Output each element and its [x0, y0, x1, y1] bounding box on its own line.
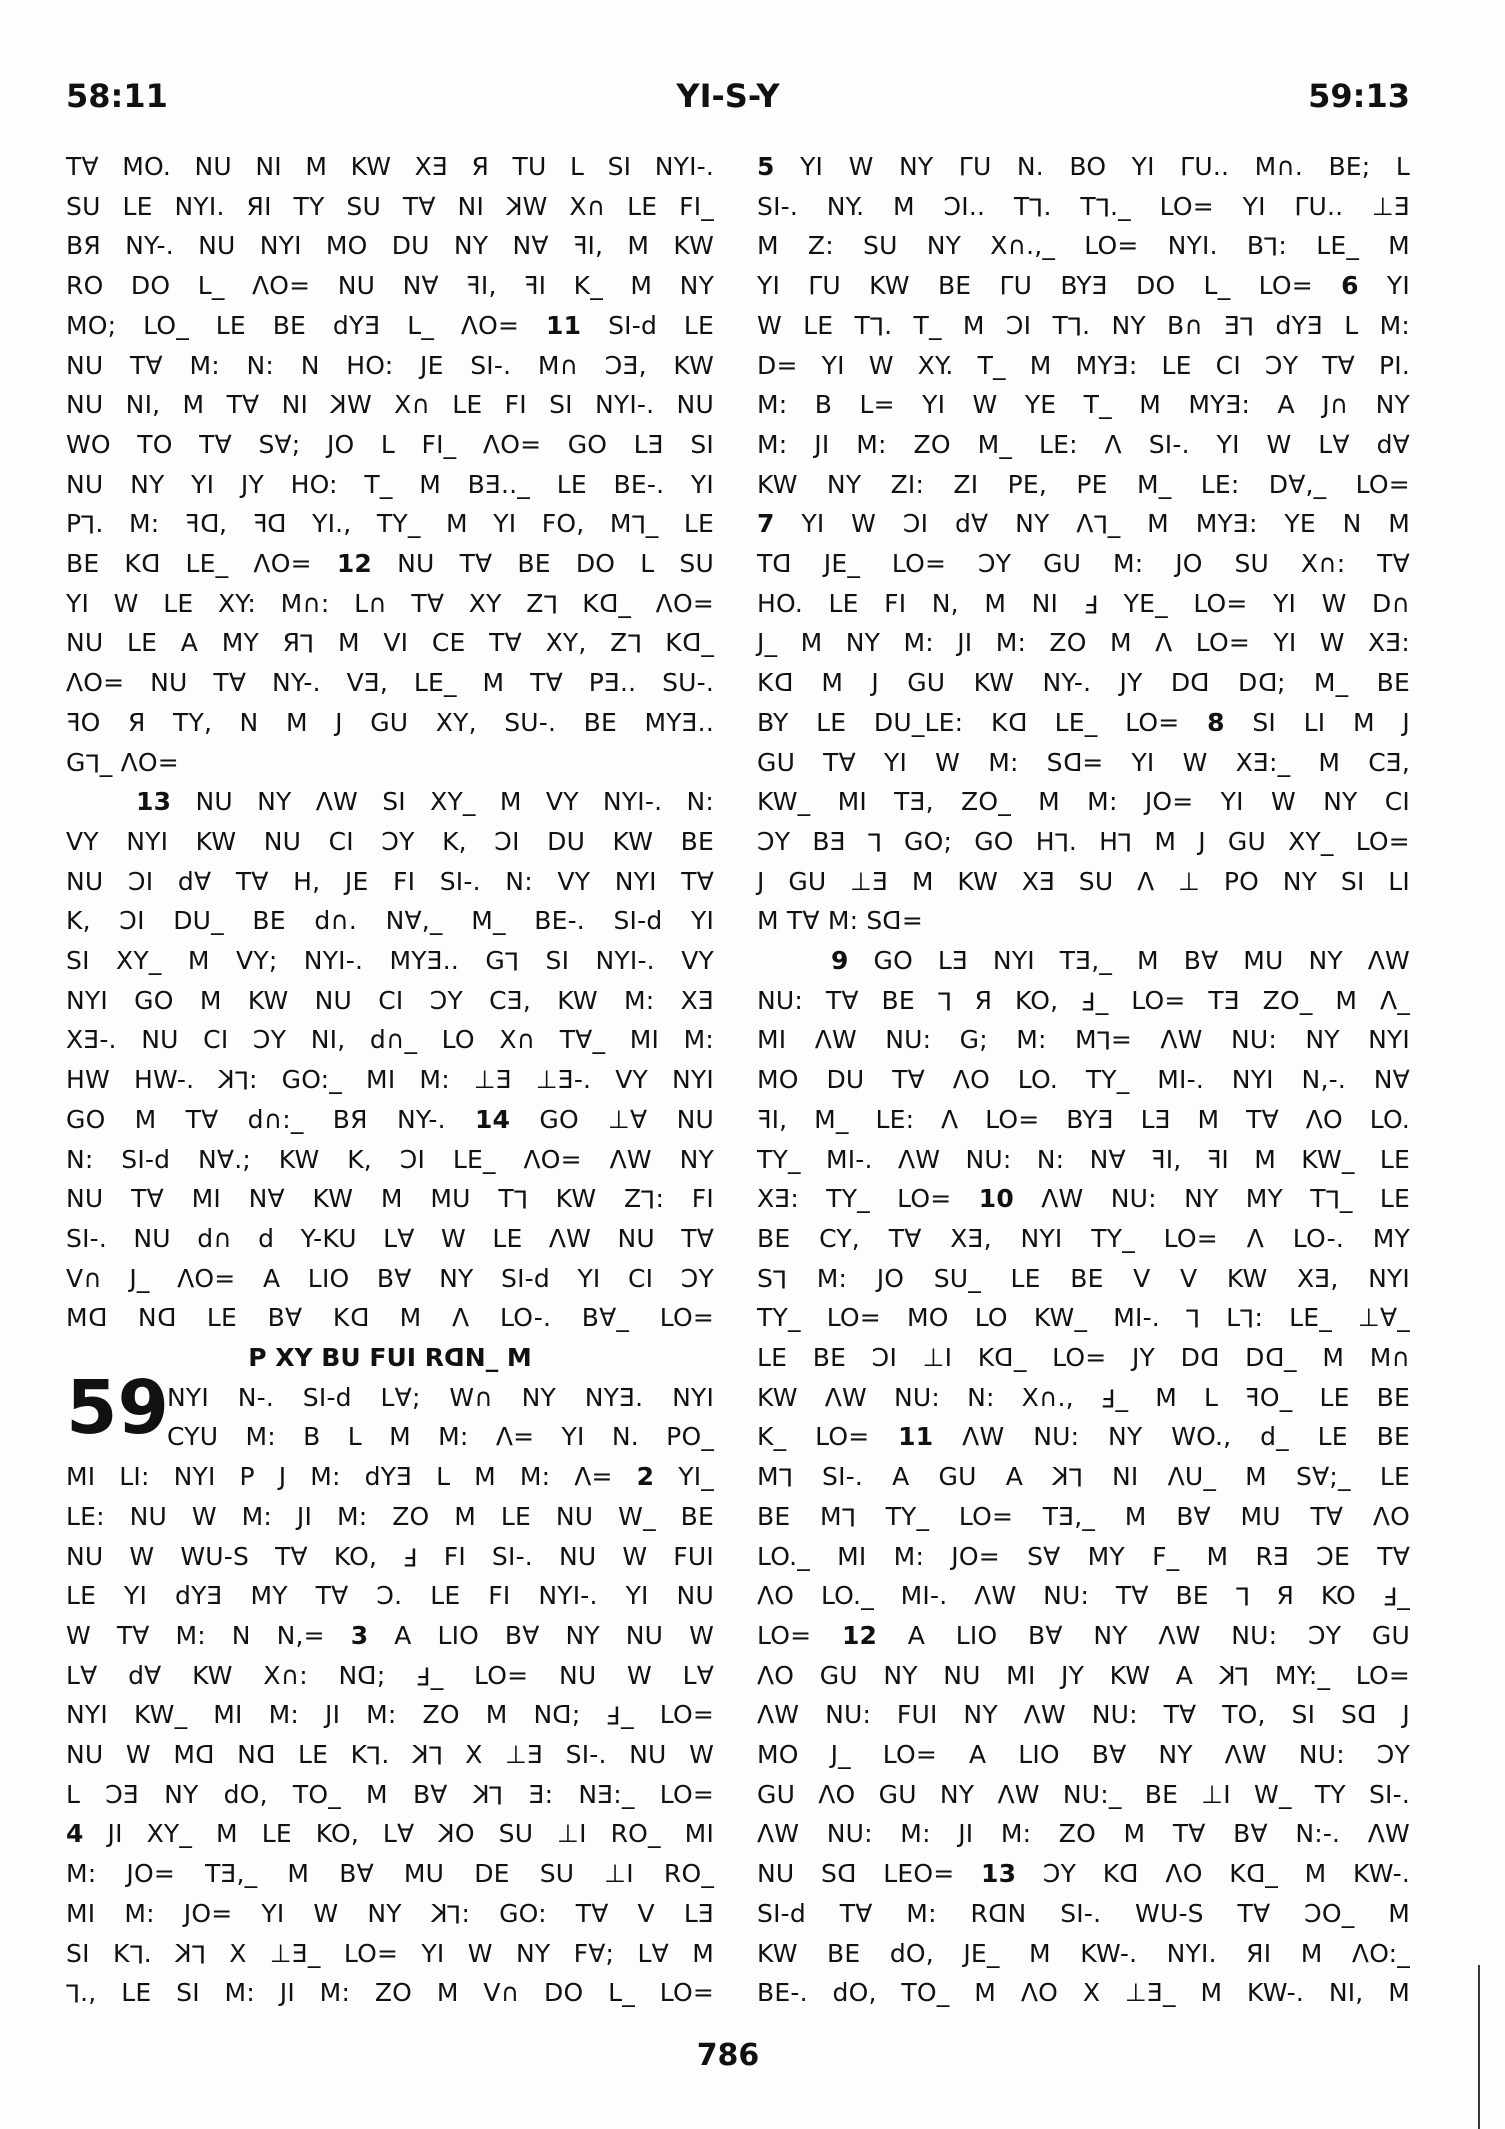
text-line	[66, 465, 714, 505]
text-line	[757, 782, 1410, 822]
text-line	[757, 1497, 1410, 1537]
text-line	[66, 941, 714, 981]
text-line	[66, 663, 714, 703]
line-text: ΛO LO._ MI-. ΛW NU: T∀ BE L Я KO F_	[757, 1581, 1410, 1611]
line-text: RO DO L_ ΛO= NU N∀ FI, FI K_ M NY	[66, 271, 715, 301]
text-line	[757, 1695, 1410, 1735]
line-text: L ƆƎ NY dO, TO_ M B∀ KL Ǝ: NƎ:_ LO=	[66, 1779, 714, 1810]
text-line	[757, 1338, 1410, 1378]
text-line	[757, 1973, 1410, 2013]
line-text: BY LE DU_LE: KD LE_ LO= 8 SI LI M J	[757, 707, 1410, 737]
line-text: W LE TL. T_ M ƆI TL. NY B∩ ƎL dYƎ L M:	[757, 310, 1411, 341]
line-text: ΛW NU: M: JI M: ZO M T∀ B∀ N:-. ΛW	[757, 1819, 1410, 1849]
line-text: WO TO T∀ S∀; JO L FI_ ΛO= GO LƎ SI	[66, 429, 714, 459]
text-line	[757, 1259, 1410, 1299]
text-line	[757, 981, 1410, 1021]
text-line	[136, 782, 714, 822]
line-text: SI KL. KL X ⊥Ǝ_ LO= YI W NY F∀; L∀ M	[66, 1938, 714, 1969]
text-line	[757, 306, 1410, 346]
text-line	[66, 822, 714, 862]
line-text: SL M: JO SU_ LE BE V V KW XƎ, NYI	[757, 1263, 1411, 1294]
line-text: L., LE SI M: JI M: ZO M V∩ DO L_ LO=	[66, 1978, 714, 2008]
text-line	[66, 1259, 714, 1299]
line-text: W T∀ M: N N,= 3 A LIO B∀ NY NU W	[66, 1620, 714, 1650]
line-text: V∩ J_ ΛO= A LIO B∀ NY SI-d YI CI ƆY	[66, 1263, 715, 1293]
text-line	[757, 822, 1410, 862]
text-line	[66, 425, 714, 465]
line-text: GO M T∀ d∩:_ BЯ NY-. 14 GO ⊥∀ NU	[66, 1104, 714, 1134]
line-text: M: JO= TƎ,_ M B∀ MU DE SU ⊥I RO_	[66, 1859, 715, 1889]
running-head-book-title: YI-S-Y	[676, 77, 780, 115]
text-line	[66, 1775, 714, 1815]
text-line	[757, 1179, 1410, 1219]
text-line	[66, 1020, 714, 1060]
text-line	[66, 1735, 714, 1775]
text-line	[757, 1140, 1410, 1180]
text-line	[757, 1298, 1410, 1338]
line-text: N: SI-d N∀.; KW K, ƆI LE_ ΛO= ΛW NY	[66, 1144, 714, 1174]
line-text: GU T∀ YI W M: SD= YI W XƎ:_ M CƎ,	[757, 747, 1411, 777]
text-line	[66, 306, 714, 346]
line-text: M: B L= YI W YE T_ M MYƎ: A J∩ NY	[757, 390, 1411, 420]
line-text: SI-d T∀ M: RDN SI-. WU-S T∀ ƆO_ M	[757, 1898, 1411, 1928]
text-line	[757, 1020, 1410, 1060]
line-text: J_ M NY M: JI M: ZO M Λ LO= YI W XƎ:	[757, 628, 1410, 658]
text-line	[66, 623, 714, 663]
text-line	[757, 1814, 1410, 1854]
line-text: LO._ MI M: JO= S∀ MY F_ M RƎ ƆE T∀	[757, 1541, 1411, 1571]
line-text: NU NY YI JY HO: T_ M BƎ.._ LE BE-. YI	[66, 469, 714, 499]
line-text: LO= 12 A LIO B∀ NY ΛW NU: ƆY GU	[757, 1620, 1410, 1650]
text-line	[757, 623, 1410, 663]
line-text: YI ΓU KW BE ΓU BYƎ DO L_ LO= 6 YI	[757, 271, 1410, 301]
line-text: KW BE dO, JE_ M KW-. NYI. ЯI M ΛO:_	[757, 1938, 1410, 1968]
running-head-chapter-end: 59:13	[1308, 77, 1410, 115]
line-text: NU T∀ MI N∀ KW M MU TL KW ZL: FI	[66, 1184, 714, 1214]
line-text: NU: T∀ BE L Я KO, F_ LO= TƎ ZO_ M Λ_	[757, 985, 1411, 1016]
line-text: M: JI M: ZO M_ LE: Λ SI-. YI W L∀ d∀	[757, 429, 1410, 459]
line-text: PL. M: FD, FD YI., TY_ M YI FO, ML_ LE	[66, 509, 715, 539]
text-line	[757, 862, 1410, 902]
line-text: GU ΛO GU NY ΛW NU:_ BE ⊥I W_ TY SI-.	[757, 1779, 1410, 1809]
text-line	[757, 385, 1410, 425]
line-text: NU ƆI d∀ T∀ H, JE FI SI-. N: VY NYI T∀	[66, 866, 715, 896]
line-text: NU SD LEO= 13 ƆY KD ΛO KD_ M KW-.	[757, 1859, 1411, 1889]
line-text: 13 NU NY ΛW SI XY_ M VY NYI-. N:	[136, 787, 715, 817]
line-text: 5 YI W NY ΓU N. BO YI ΓU.. M∩. BE; L	[757, 152, 1411, 181]
text-line	[757, 1576, 1410, 1616]
line-text: XƎ: TY_ LO= 10 ΛW NU: NY MY TL_ LE	[757, 1184, 1411, 1214]
line-text: M T∀ M: SD=	[757, 906, 924, 936]
line-text: M Z: SU NY X∩.,_ LO= NYI. BL: LE_ M	[757, 231, 1410, 262]
text-line	[66, 1060, 714, 1100]
line-text: BE CY, T∀ XƎ, NYI TY_ LO= Λ LO-. MY	[757, 1223, 1410, 1253]
text-line	[66, 544, 714, 584]
text-line	[757, 266, 1410, 306]
text-line	[757, 425, 1410, 465]
text-line	[757, 1934, 1410, 1974]
line-text: NYI N-. SI-d L∀; W∩ NY NYƎ. NYI	[167, 1382, 715, 1412]
left-column	[66, 147, 714, 2027]
text-line	[66, 226, 714, 266]
text-line	[757, 1457, 1410, 1497]
line-text: HO. LE FI N, M NI F YE_ LO= YI W D∩	[757, 588, 1410, 619]
line-text: LE BE ƆI ⊥I KD_ LO= JY DD DD_ M M∩	[757, 1343, 1410, 1372]
line-text: SI-. NY. M ƆI.. TL. TL._ LO= YI ΓU.. ⊥Ǝ	[757, 191, 1411, 222]
line-text: KD M J GU KW NY-. JY DD DD; M_ BE	[757, 668, 1410, 698]
line-text: J GU ⊥Ǝ M KW XƎ SU Λ ⊥ PO NY SI LI	[757, 866, 1411, 896]
text-line	[167, 1378, 714, 1418]
line-text: K, ƆI DU_ BE d∩. N∀,_ M_ BE-. SI-d YI	[66, 906, 715, 936]
text-line	[66, 1934, 714, 1974]
text-line	[66, 147, 714, 187]
text-line	[757, 1537, 1410, 1577]
text-line	[66, 1854, 714, 1894]
line-text: NYI GO M KW NU CI ƆY CƎ, KW M: XƎ	[66, 985, 714, 1015]
text-line	[66, 187, 714, 227]
line-text: BE ML TY_ LO= TƎ,_ M B∀ MU T∀ ΛO	[757, 1501, 1411, 1532]
text-line	[757, 346, 1410, 386]
text-line	[66, 584, 714, 624]
text-line	[66, 743, 714, 783]
line-text: FI, M_ LE: Λ LO= BYƎ LƎ M T∀ ΛO LO.	[757, 1104, 1411, 1134]
text-line	[757, 1378, 1410, 1418]
line-text: VY NYI KW NU CI ƆY K, ƆI DU KW BE	[66, 826, 714, 856]
text-line	[66, 1695, 714, 1735]
text-line	[66, 346, 714, 386]
line-text: YI W LE XY: M∩: L∩ T∀ XY ZL KD_ ΛO=	[66, 588, 715, 619]
line-text: 7 YI W ƆI d∀ NY ΛL_ M MYƎ: YE N M	[757, 509, 1411, 539]
line-text: MO J_ LO= A LIO B∀ NY ΛW NU: ƆY	[757, 1740, 1411, 1769]
line-text: KW ΛW NU: N: X∩., F_ M L FO_ LE BE	[757, 1382, 1411, 1413]
right-column	[757, 147, 1410, 2027]
line-text: 4 JI XY_ M LE KO, L∀ KO SU ⊥I RO_ MI	[66, 1819, 715, 1849]
line-text: GL_ ΛO=	[66, 747, 179, 778]
text-line	[757, 703, 1410, 743]
line-text: FO Я TY, N M J GU XY, SU-. BE MYƎ..	[66, 707, 714, 737]
text-line	[66, 862, 714, 902]
line-text: NU LE A MY ЯL M VI CE T∀ XY, ZL KD_	[66, 628, 715, 659]
line-text: 9 GO LƎ NYI TƎ,_ M B∀ MU NY ΛW	[831, 946, 1410, 975]
text-line	[66, 1656, 714, 1696]
line-text: KW NY ZI: ZI PE, PE M_ LE: D∀,_ LO=	[757, 469, 1410, 499]
text-line	[66, 1497, 714, 1537]
text-line	[757, 465, 1410, 505]
line-text: MO DU T∀ ΛO LO. TY_ MI-. NYI N,-. N∀	[757, 1065, 1410, 1095]
text-line	[757, 1775, 1410, 1815]
line-text: BE-. dO, TO_ M ΛO X ⊥Ǝ_ M KW-. NI, M	[757, 1978, 1411, 2008]
text-line	[66, 1100, 714, 1140]
running-head-chapter-start: 58:11	[66, 77, 168, 115]
text-line	[66, 703, 714, 743]
line-text: ΛO GU NY NU MI JY KW A KL MY:_ LO=	[757, 1660, 1410, 1691]
text-line	[831, 941, 1410, 981]
text-line	[757, 187, 1410, 227]
line-text: ΛO= NU T∀ NY-. VƎ, LE_ M T∀ PƎ.. SU-.	[66, 668, 715, 698]
line-text: MI M: JO= YI W NY KL: GO: T∀ V LƎ	[66, 1898, 714, 1929]
text-line	[66, 385, 714, 425]
text-line	[66, 1537, 714, 1577]
line-text: L∀ d∀ KW X∩: ND; F_ LO= NU W L∀	[66, 1660, 715, 1691]
line-text: LE: NU W M: JI M: ZO M LE NU W_ BE	[66, 1501, 714, 1531]
text-line	[66, 1814, 714, 1854]
line-text: NU NI, M T∀ NI KW X∩ LE FI SI NYI-. NU	[66, 390, 714, 420]
chapter-number: 59	[66, 1365, 169, 1451]
scan-edge-line	[1478, 1965, 1480, 2129]
text-line	[757, 147, 1410, 187]
text-line	[757, 1100, 1410, 1140]
text-line	[757, 1616, 1410, 1656]
line-text: NU W WU-S T∀ KO, F FI SI-. NU W FUI	[66, 1541, 714, 1572]
text-line	[66, 1219, 714, 1259]
line-text: MO; LO_ LE BE dYƎ L_ ΛO= 11 SI-d LE	[66, 310, 714, 340]
text-line	[66, 901, 714, 941]
line-text: TY_ LO= MO LO KW_ MI-. L LL: LE_ ⊥∀_	[757, 1303, 1410, 1333]
text-line	[757, 1854, 1410, 1894]
line-text: ML SI-. A GU A KL NI ΛU_ M S∀;_ LE	[757, 1462, 1410, 1492]
text-line	[757, 1417, 1410, 1457]
line-text: K_ LO= 11 ΛW NU: NY WO., d_ LE BE	[757, 1422, 1410, 1452]
line-text: TD JE_ LO= ƆY GU M: JO SU X∩: T∀	[757, 549, 1410, 578]
line-text: SU LE NYI. ЯI TY SU T∀ NI KW X∩ LE FI_	[66, 191, 715, 221]
line-text: SI XY_ M VY; NYI-. MYƎ.. GL SI NYI-. VY	[66, 946, 714, 976]
line-text: T∀ MO. NU NI M KW XƎ Я TU L SI NYI-.	[66, 152, 715, 181]
line-text: NYI KW_ MI M: JI M: ZO M ND; F_ LO=	[66, 1700, 715, 1730]
text-line	[757, 1060, 1410, 1100]
line-text: XƎ-. NU CI ƆY NI, d∩_ LO X∩ T∀_ MI M:	[66, 1025, 714, 1055]
text-line	[66, 1973, 714, 2013]
text-line	[757, 1656, 1410, 1696]
text-line	[757, 226, 1410, 266]
line-text: ƆY BƎ L GO; GO HL. HL M J GU XY_ LO=	[757, 826, 1410, 857]
line-text: CYU M: B L M M: Λ= YI N. PO_	[167, 1422, 715, 1452]
line-text: BE KD LE_ ΛO= 12 NU T∀ BE DO L SU	[66, 549, 714, 578]
line-text: MI LI: NYI P J M: dYƎ L M M: Λ= 2 YI_	[66, 1462, 714, 1492]
text-line	[757, 1219, 1410, 1259]
text-line	[66, 981, 714, 1021]
section-heading: P XY BU FUI RDN_ M	[248, 1343, 532, 1372]
text-line	[757, 504, 1410, 544]
line-text: ΛW NU: FUI NY ΛW NU: T∀ TO, SI SD J	[757, 1700, 1410, 1730]
text-line	[66, 1576, 714, 1616]
text-line	[167, 1417, 714, 1457]
text-line	[66, 1140, 714, 1180]
line-text: KW_ MI TƎ, ZO_ M M: JO= YI W NY CI	[757, 787, 1410, 817]
text-line	[757, 743, 1410, 783]
line-text: MI ΛW NU: G; M: ML= ΛW NU: NY NYI	[757, 1025, 1411, 1056]
text-line	[757, 584, 1410, 624]
text-line	[66, 1616, 714, 1656]
line-text: HW HW-. KL: GO:_ MI M: ⊥Ǝ ⊥Ǝ-. VY NYI	[66, 1065, 714, 1095]
line-text: LE YI dYƎ MY T∀ Ɔ. LE FI NYI-. YI NU	[66, 1581, 714, 1611]
line-text: D= YI W XY. T_ M MYƎ: LE CI ƆY T∀ PI.	[757, 350, 1411, 380]
line-text: NU T∀ M: N: N HO: JE SI-. M∩ ƆƎ, KW	[66, 350, 715, 380]
text-line	[66, 1894, 714, 1934]
line-text: NU W MD ND LE KL. KL X ⊥Ǝ SI-. NU W	[66, 1740, 714, 1770]
text-line	[757, 544, 1410, 584]
line-text: MD ND LE B∀ KD M Λ LO-. B∀_ LO=	[66, 1303, 715, 1333]
text-line	[66, 1298, 714, 1338]
text-line	[66, 1179, 714, 1219]
line-text: TY_ MI-. ΛW NU: N: N∀ FI, FI M KW_ LE	[757, 1144, 1411, 1174]
line-text: BЯ NY-. NU NYI MO DU NY N∀ FI, M KW	[66, 231, 714, 261]
text-line	[66, 1457, 714, 1497]
page-number: 786	[696, 2038, 760, 2073]
text-line	[757, 901, 1410, 941]
text-line	[757, 663, 1410, 703]
text-line	[757, 1735, 1410, 1775]
text-line	[757, 1894, 1410, 1934]
line-text: SI-. NU d∩ d Y-KU L∀ W LE ΛW NU T∀	[66, 1223, 715, 1253]
text-line	[66, 266, 714, 306]
text-line	[66, 504, 714, 544]
